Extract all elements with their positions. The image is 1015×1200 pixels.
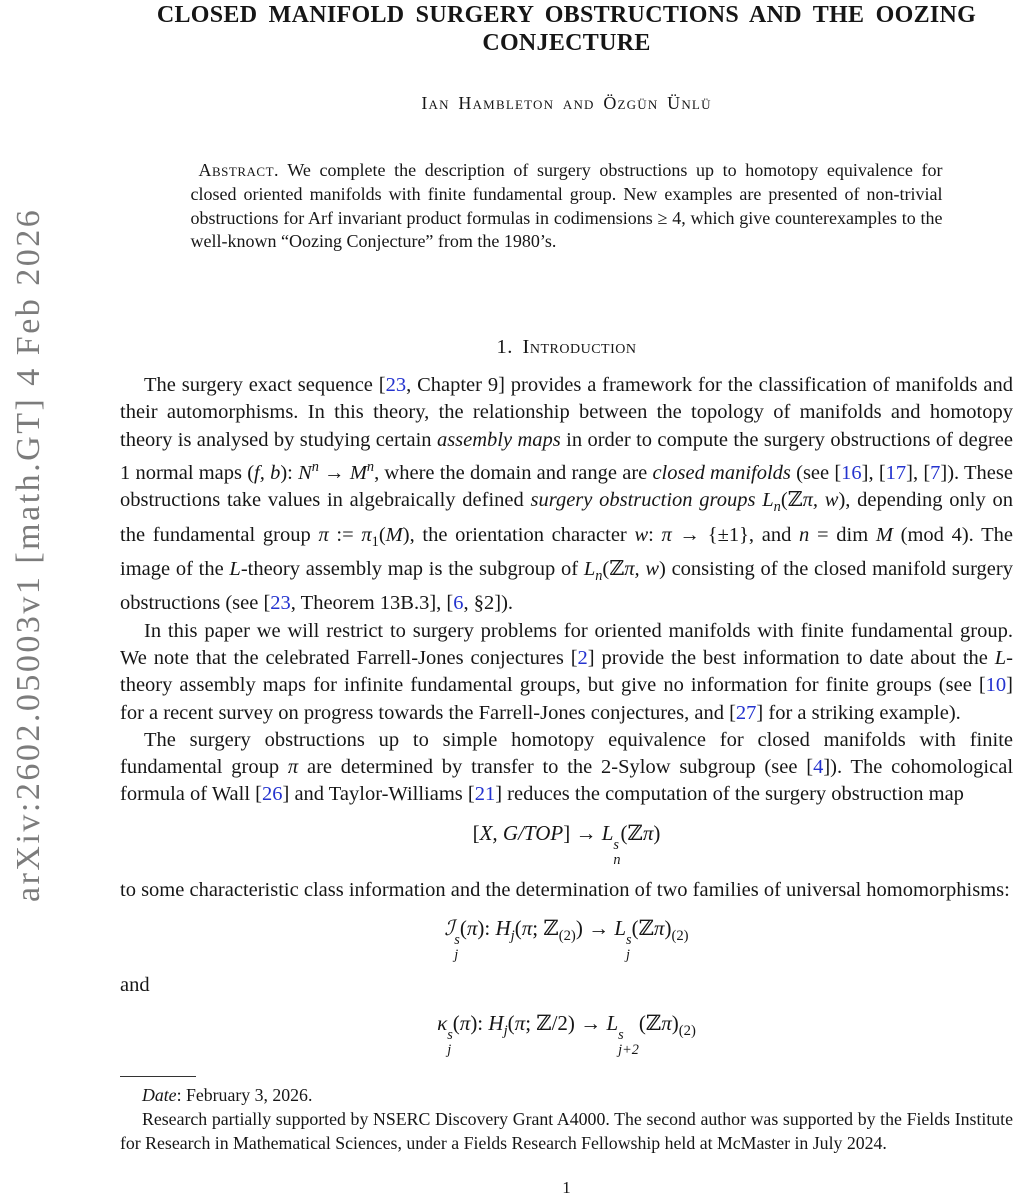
paragraph [120, 372, 1013, 617]
text-segment: ] provide the best information to date about the [587, 646, 995, 669]
text-segment: ( [459, 915, 467, 940]
text-segment: ( [507, 1010, 515, 1035]
text-segment: n [799, 523, 810, 546]
paragraph [120, 727, 1013, 809]
text-segment: π [466, 915, 478, 940]
text-segment: (2) [678, 1023, 696, 1040]
text-segment: ; ℤ [532, 915, 559, 940]
paragraph [120, 972, 1013, 999]
text-segment: (ℤ [631, 915, 654, 940]
text-segment: H [495, 915, 511, 940]
text-segment: (ℤ [602, 557, 625, 580]
text-segment: n [366, 459, 375, 476]
citation-link[interactable]: 27 [735, 701, 757, 724]
text-segment: j [510, 928, 515, 945]
text-segment: and [120, 973, 150, 996]
text-segment: → [318, 461, 350, 484]
footnote [120, 1076, 1013, 1155]
citation-link[interactable]: 7 [930, 461, 941, 484]
text-segment: H [488, 1010, 504, 1035]
text-segment: to some characteristic class information and the determination of two families of universal homomorphisms: [120, 878, 1010, 901]
math-supsub [618, 1028, 639, 1058]
text-segment: In this paper we will restrict to surgery problems for oriented manifolds with finite fundamental group. We note that the celebrated Farrell-Jones conjectures [ [120, 619, 1013, 669]
text-segment: Research partially supported by NSERC Discovery Grant A4000. The second author was supported by the Fields Institute for Research in Mathematical Sciences, under a Fields Research Fellowship held at McMaster in July 2024. [120, 1109, 1013, 1153]
text-segment: (see [ [790, 461, 842, 484]
text-segment: π [661, 1010, 672, 1035]
text-segment: , Chapter 9] provides a framework for the classification of manifolds and their automorphisms. In this theory, the relationship between the topology of manifolds and homotopy theory is analysed by studying certain [120, 374, 1013, 451]
text-segment: L [614, 915, 627, 940]
text-segment: , Theorem 13B.3], [ [290, 592, 454, 615]
footnote-lines [120, 1083, 1013, 1155]
citation-link[interactable]: 16 [841, 461, 862, 484]
text-segment: ( [378, 523, 386, 546]
math-sup: s [618, 1026, 624, 1043]
text-segment: ), the orientation character [402, 523, 635, 546]
text-segment: N [298, 461, 312, 484]
text-segment: ): [477, 915, 496, 940]
text-segment: ) [664, 915, 672, 940]
text-segment: M [385, 523, 403, 546]
text-segment: π [361, 523, 372, 546]
text-segment: → {±1}, and [671, 523, 800, 546]
citation-link[interactable]: 21 [474, 783, 496, 806]
paper-body [120, 0, 1013, 1067]
text-segment: , §2]). [463, 592, 514, 615]
citation-link[interactable]: 10 [985, 674, 1007, 697]
section-heading: 1. Introduction [496, 336, 637, 359]
text-segment: f, b [254, 461, 281, 484]
abstract-label: Abstract. [198, 160, 280, 180]
text-segment: -theory assembly map is the subgroup of [240, 557, 584, 580]
text-segment: n [773, 499, 781, 516]
text-segment: 1 [371, 533, 379, 550]
text-segment: in order to compute the surgery obstructions of degree 1 normal maps ( [120, 428, 1013, 484]
text-segment: are determined by transfer to the 2-Sylow subgroup (see [ [298, 756, 814, 779]
text-segment: π [661, 523, 672, 546]
display-formula [120, 915, 1013, 963]
text-segment: ) [671, 1010, 679, 1035]
paper-title: CLOSED MANIFOLD SURGERY OBSTRUCTIONS AND THE OOZING CONJECTURE [156, 2, 977, 56]
arxiv-stamp [2, 170, 58, 902]
math-sup: s [613, 836, 619, 853]
text-segment: ), depending only on the fundamental group [120, 489, 1013, 546]
math-sub: j+2 [618, 1041, 639, 1058]
text-segment: π [287, 756, 299, 779]
authors: Ian Hambleton and Özgün Ünlü [421, 93, 712, 113]
text-segment: π [459, 1010, 471, 1035]
text-segment: ) consisting of the closed manifold surgery obstructions (see [ [120, 557, 1013, 615]
citation-link[interactable]: 17 [885, 461, 907, 484]
text-segment: ) [653, 820, 661, 845]
text-segment: ( [514, 915, 522, 940]
text-segment: ] and Taylor-Williams [ [282, 783, 475, 806]
abstract-text: We complete the description of surgery obstructions up to homotopy equivalence for closed oriented manifolds with finite fundamental group. New examples are presented of non-trivial obstructions for Arf invariant product formulas in codimensions ≥ 4, which give counterexamples to the well-known “Oozing Conjecture” from the 1980’s. [190, 160, 943, 252]
math-sup: s [447, 1026, 453, 1043]
math-sub: j [454, 946, 459, 963]
text-segment: closed manifolds [652, 461, 791, 484]
text-segment: surgery obstruction groups [530, 489, 756, 512]
text-segment: : February 3, 2026. [176, 1085, 313, 1105]
text-segment: L [229, 557, 241, 580]
math-sub: n [613, 851, 621, 868]
math-sup: s [626, 931, 632, 948]
math-sub: j [447, 1041, 452, 1058]
text-segment: ], [ [906, 461, 931, 484]
citation-link[interactable]: 6 [453, 592, 464, 615]
text-segment: : [648, 523, 662, 546]
text-segment: ): [470, 1010, 489, 1035]
citation-link[interactable]: 26 [262, 783, 283, 806]
text-segment: j [503, 1023, 508, 1040]
text-segment: ] for a recent survey on progress towards the Farrell-Jones conjectures, and [ [120, 674, 1013, 724]
text-segment: L [606, 1010, 619, 1035]
text-segment: (mod 4). The image of the [120, 523, 1014, 580]
paragraph [120, 877, 1013, 904]
text-segment: ], [ [861, 461, 886, 484]
paragraph [120, 618, 1013, 727]
text-segment: (ℤ [638, 1010, 662, 1035]
text-segment: = dim [809, 523, 876, 546]
text-segment: ]). The cohomological formula of Wall [ [120, 756, 1014, 806]
footnote-rule [120, 1076, 196, 1077]
text-segment: ] for a striking example). [756, 701, 961, 724]
page-number: 1 [562, 1178, 571, 1197]
text-segment: Date [142, 1085, 177, 1105]
content-flow [120, 372, 1013, 1058]
text-segment: , where the domain and range are [374, 461, 653, 484]
footnote-line [120, 1107, 1013, 1155]
text-segment: X, G/TOP [479, 820, 564, 845]
text-segment: (ℤ [780, 489, 803, 512]
text-segment: L [583, 557, 596, 580]
text-segment: π [514, 1010, 526, 1035]
citation-link[interactable]: 23 [270, 592, 291, 615]
text-segment: := [328, 523, 362, 546]
text-segment: π [318, 523, 329, 546]
text-segment: ℐ [444, 915, 455, 940]
text-segment: ] → [563, 820, 602, 845]
math-supsub [613, 838, 620, 868]
abstract [191, 159, 943, 254]
math-sup: s [454, 931, 460, 948]
display-formula [120, 1010, 1013, 1058]
text-segment: n [311, 459, 319, 476]
text-segment: assembly maps [436, 428, 561, 451]
text-segment: ) → [575, 915, 615, 940]
math-sub: j [626, 946, 630, 963]
text-segment: ( [452, 1010, 460, 1035]
text-segment: π [642, 820, 654, 845]
text-segment: w [634, 523, 649, 546]
text-segment: [ [472, 820, 480, 845]
text-segment: ]). These obstructions take values in algebraically defined [120, 461, 1013, 512]
text-segment: π, w [624, 557, 660, 580]
text-segment: -theory assembly maps for infinite fundamental groups, but give no information for finite groups (see [ [120, 646, 1013, 697]
text-segment: L [601, 820, 614, 845]
text-segment: ] reduces the computation of the surgery obstruction map [495, 783, 964, 806]
text-segment: The surgery exact sequence [ [144, 374, 386, 397]
text-segment: ; ℤ/2) → [525, 1010, 607, 1035]
text-segment: κ [437, 1010, 448, 1035]
citation-link[interactable]: 2 [577, 646, 588, 669]
text-segment: L [994, 646, 1007, 669]
text-segment: L [762, 489, 774, 512]
text-segment: ): [280, 461, 299, 484]
text-segment: π [653, 915, 665, 940]
text-segment: n [595, 568, 603, 585]
footnote-line [120, 1083, 1013, 1107]
arxiv-stamp-text: arXiv:2602.05003v1 [math.GT] 4 Feb 2026 [10, 207, 47, 902]
citation-link[interactable]: 23 [385, 374, 407, 397]
text-segment: (2) [671, 928, 689, 945]
text-segment: (ℤ [620, 820, 643, 845]
text-segment: π [521, 915, 533, 940]
display-formula [120, 820, 1013, 868]
text-segment: π, w [802, 489, 839, 512]
text-segment: M [875, 523, 893, 546]
citation-link[interactable]: 4 [813, 756, 824, 779]
text-segment: (2) [558, 928, 576, 945]
text-segment: M [349, 461, 367, 484]
text-segment: The surgery obstructions up to simple homotopy equivalence for closed manifolds with finite fundamental group [120, 728, 1013, 779]
